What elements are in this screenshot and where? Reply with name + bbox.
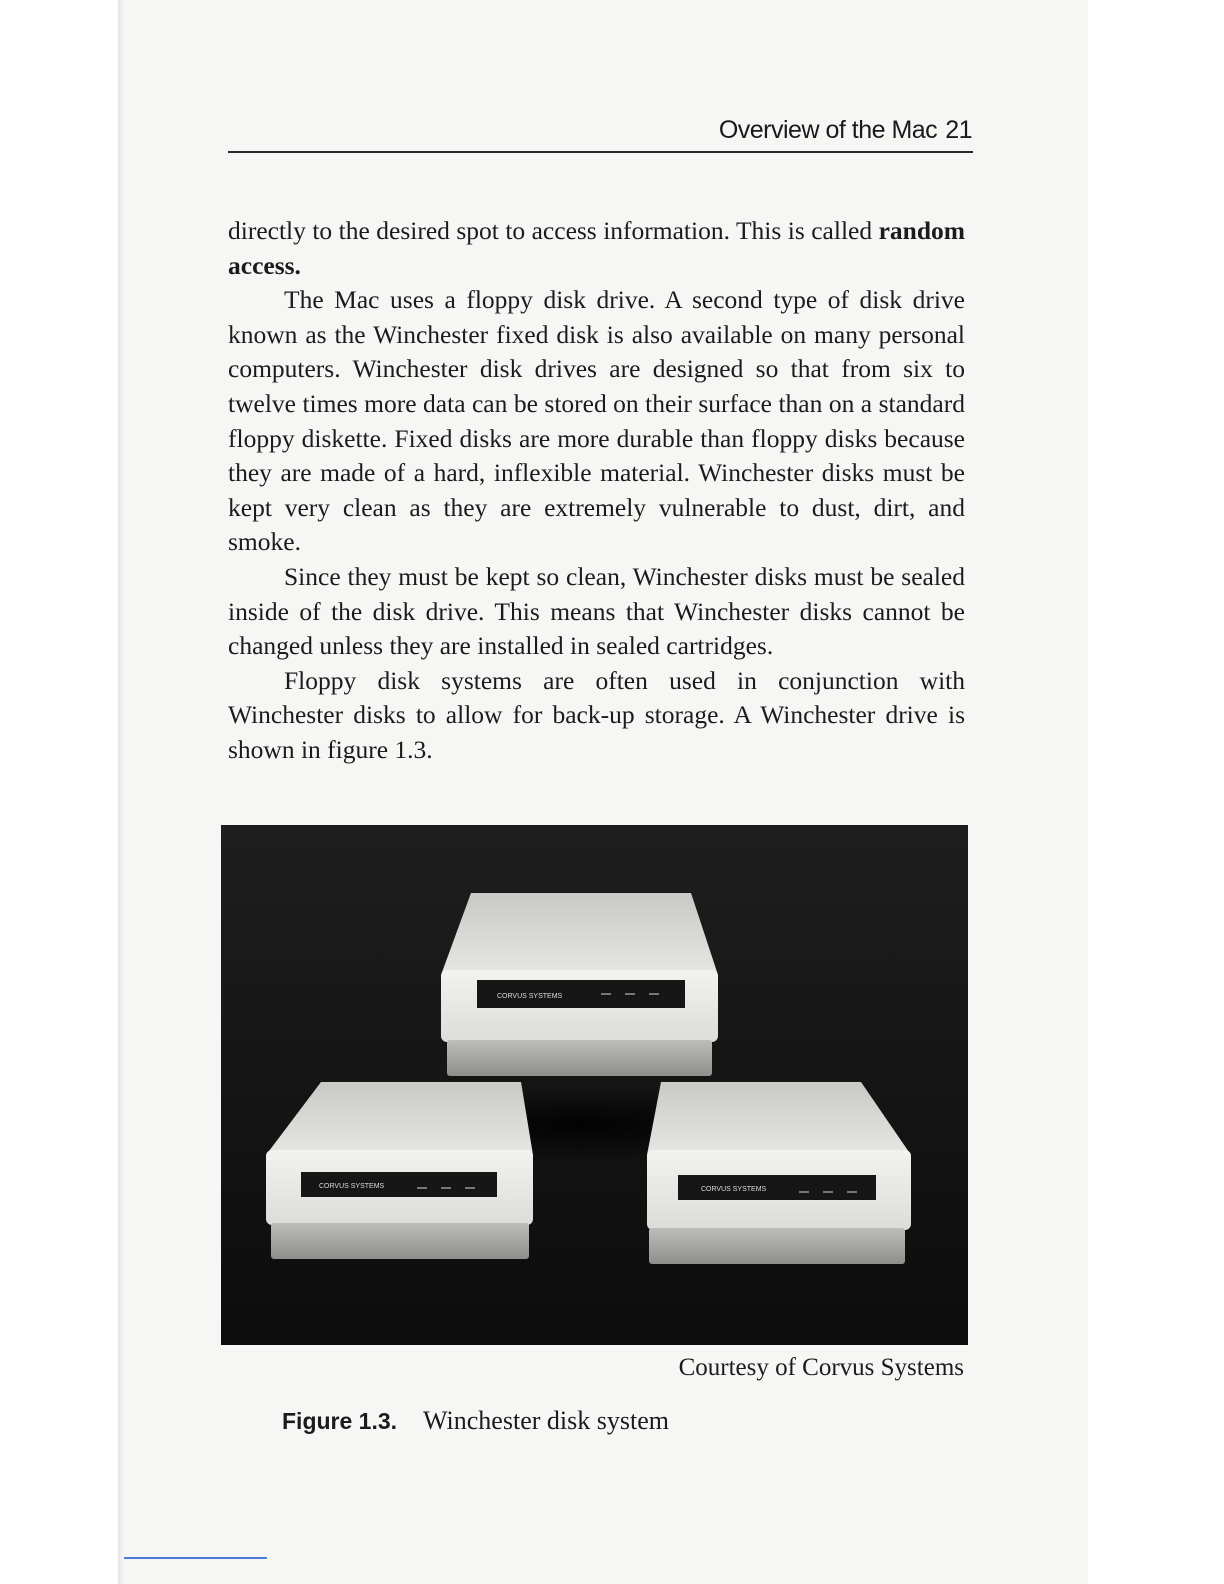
drive-right-led-3 bbox=[847, 1191, 857, 1193]
scan-edge-mark bbox=[124, 1557, 267, 1559]
drive-right-base bbox=[649, 1228, 905, 1264]
body-text bbox=[228, 214, 965, 768]
drive-top-base bbox=[447, 1040, 712, 1076]
header-rule bbox=[228, 151, 973, 153]
page-gutter-shadow bbox=[118, 0, 124, 1584]
drive-top-led-1 bbox=[601, 993, 611, 995]
drive-right-led-2 bbox=[823, 1191, 833, 1193]
drive-top-lid bbox=[441, 893, 718, 975]
drive-right-brand: CORVUS SYSTEMS bbox=[701, 1186, 767, 1193]
drive-left-base bbox=[271, 1223, 529, 1259]
page-number: 21 bbox=[945, 116, 972, 144]
running-head-title: Overview of the Mac bbox=[718, 116, 938, 144]
winchester-drives-illustration bbox=[221, 825, 968, 1345]
paragraph-1-text: directly to the desired spot to access information. This is called bbox=[228, 216, 879, 245]
figure-caption bbox=[282, 1406, 962, 1436]
running-head bbox=[228, 116, 972, 152]
drive-left-led-2 bbox=[441, 1187, 451, 1189]
term-random-access: random access. bbox=[228, 216, 965, 280]
drive-left-brand: CORVUS SYSTEMS bbox=[319, 1183, 385, 1190]
paragraph-2: The Mac uses a floppy disk drive. A second type of disk drive known as the Winchester fixed disk is also available on many personal computers. Winchester disk drives are designed so that from six to twelve times more data can be stored on their surface than on a standard floppy diskette. Fixed disks are more durable than floppy disks because they are made of a hard, inflexible material. Winchester disks must be kept very clean as they are extremely vulnerable to dust, dirt, and smoke. bbox=[228, 285, 965, 557]
drive-top-led-3 bbox=[649, 993, 659, 995]
drive-top-led-2 bbox=[625, 993, 635, 995]
figure-photo bbox=[221, 825, 968, 1345]
figure-label: Figure 1.3. bbox=[282, 1408, 398, 1434]
figure-title: Winchester disk system bbox=[423, 1406, 669, 1435]
drive-left-led-3 bbox=[465, 1187, 475, 1189]
drive-left-led-1 bbox=[417, 1187, 427, 1189]
drive-top-brand: CORVUS SYSTEMS bbox=[497, 993, 563, 1000]
paragraph-1 bbox=[228, 214, 965, 283]
paragraph-4: Floppy disk systems are often used in conjunction with Winchester disks to allow for back-up storage. A Winchester drive is shown in figure 1.3. bbox=[228, 665, 965, 764]
drive-left bbox=[266, 1082, 533, 1259]
drive-right-led-1 bbox=[799, 1191, 809, 1193]
photo-credit: Courtesy of Corvus Systems bbox=[678, 1354, 964, 1381]
paragraph-3: Since they must be kept so clean, Winchester disks must be sealed inside of the disk drive. This means that Winchester disks cannot be changed unless they are installed in sealed cartridges. bbox=[228, 561, 965, 661]
drive-right bbox=[647, 1082, 911, 1264]
